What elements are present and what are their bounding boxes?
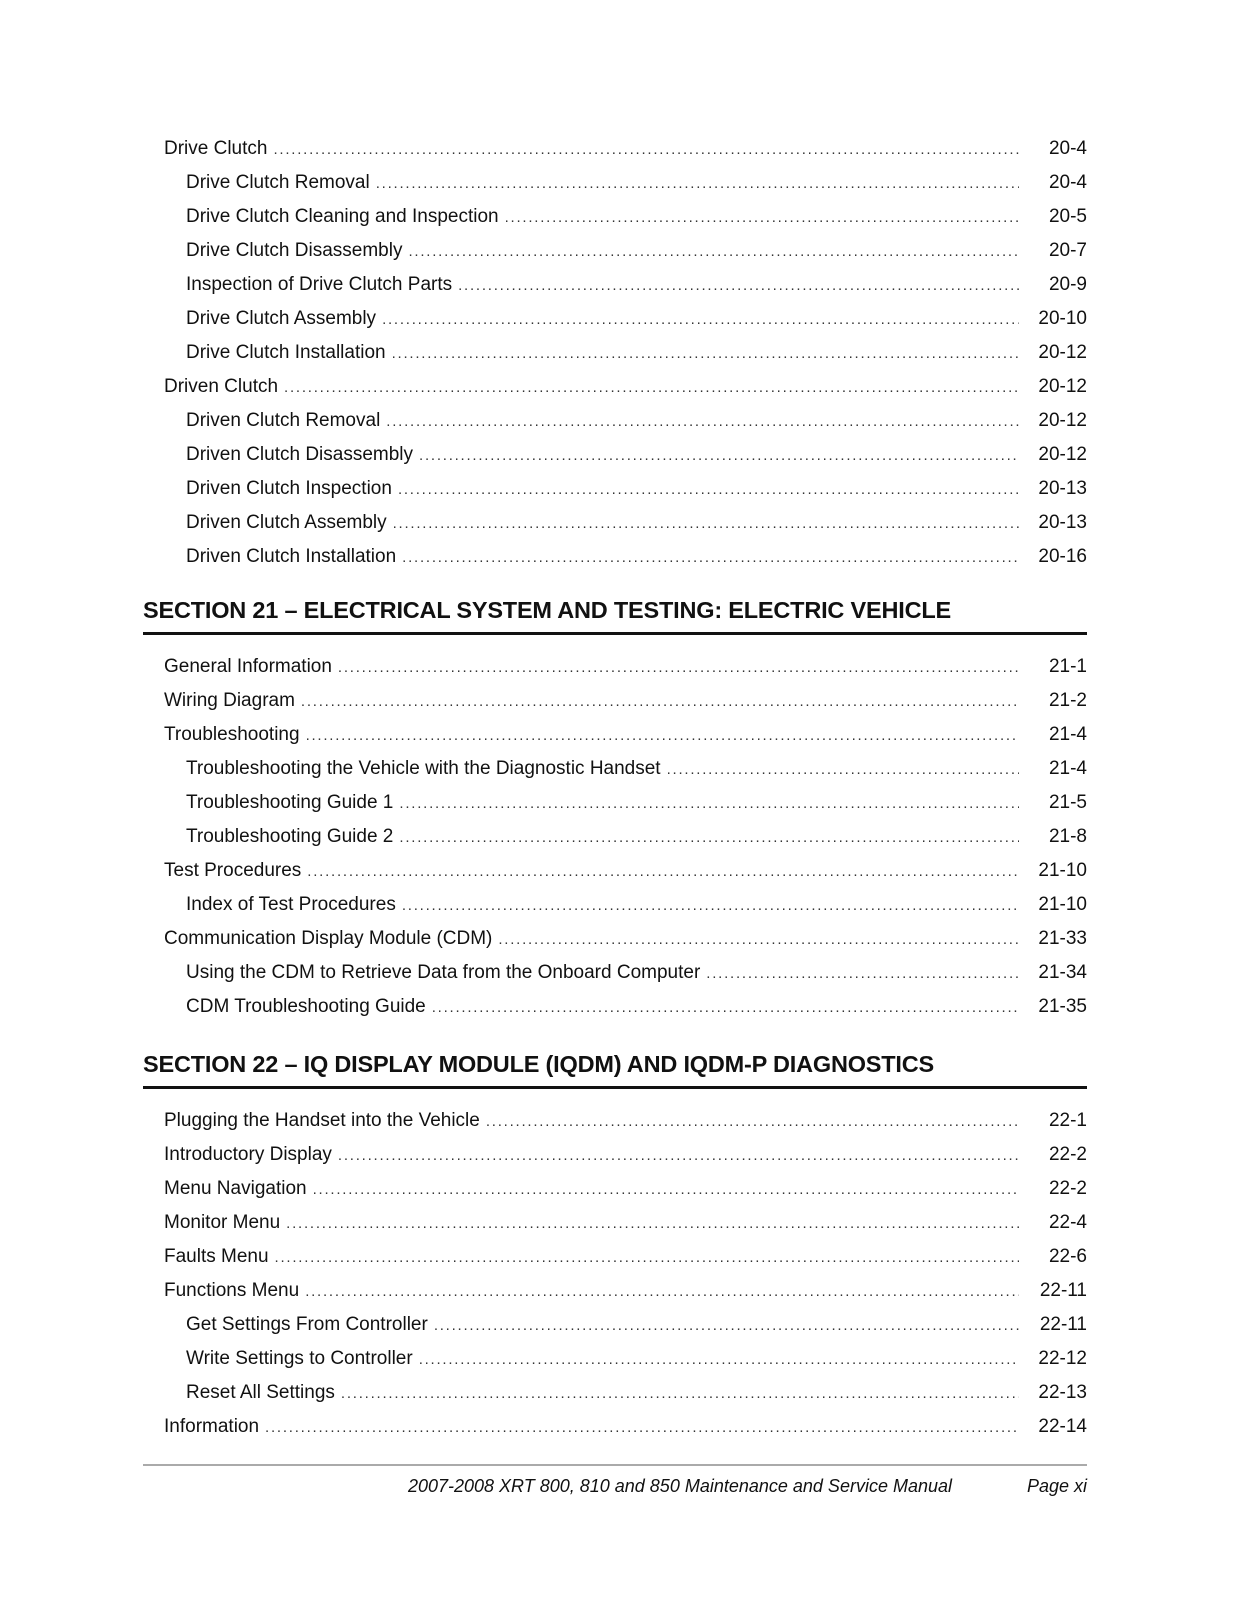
toc-entry[interactable] [143, 786, 1087, 820]
toc-entry-page: 20-10 [1038, 308, 1087, 329]
toc-entry[interactable] [143, 370, 1087, 404]
toc-entry-title: Reset All Settings [186, 1382, 335, 1403]
toc-entry[interactable] [143, 990, 1087, 1024]
toc-entry-page: 22-13 [1038, 1382, 1087, 1403]
toc-entry-page: 20-9 [1048, 274, 1087, 295]
toc-entry-page: 22-1 [1048, 1110, 1087, 1131]
toc-entry[interactable] [143, 1172, 1087, 1206]
toc-entry[interactable] [143, 922, 1087, 956]
toc-entry[interactable] [143, 268, 1087, 302]
toc-entry-page: 22-4 [1048, 1212, 1087, 1233]
dot-leader [419, 439, 1019, 473]
toc-entry-page: 21-34 [1038, 962, 1087, 983]
dot-leader [505, 201, 1019, 235]
toc-entry[interactable] [143, 1410, 1087, 1444]
toc-entry-title: Driven Clutch Disassembly [186, 444, 414, 465]
toc-entry[interactable] [143, 472, 1087, 506]
toc-entry[interactable] [143, 1308, 1087, 1342]
dot-leader [338, 1139, 1019, 1173]
dot-leader [486, 1105, 1019, 1139]
toc-entry[interactable] [143, 506, 1087, 540]
dot-leader [434, 1309, 1019, 1343]
toc-entry[interactable] [143, 1240, 1087, 1274]
toc-entry-title: Drive Clutch Disassembly [186, 240, 403, 261]
dot-leader [419, 1343, 1019, 1377]
toc-entry-page: 21-10 [1038, 860, 1087, 881]
section-22 [143, 1051, 1087, 1444]
dot-leader [265, 1411, 1019, 1445]
toc-entry-title: Drive Clutch Assembly [186, 308, 377, 329]
toc-entry-page: 20-12 [1038, 376, 1087, 397]
section-21 [143, 597, 1087, 1024]
dot-leader [399, 821, 1019, 855]
toc-entry-page: 21-33 [1038, 928, 1087, 949]
dot-leader [402, 889, 1019, 923]
toc-entry-title: Drive Clutch Cleaning and Inspection [186, 206, 499, 227]
dot-leader [286, 1207, 1019, 1241]
toc-entry[interactable] [143, 1138, 1087, 1172]
page-footer [143, 1476, 1087, 1502]
toc-entry-page: 22-14 [1038, 1416, 1087, 1437]
toc-entry-page: 21-1 [1048, 656, 1087, 677]
toc-entry-page: 20-7 [1048, 240, 1087, 261]
dot-leader [338, 651, 1019, 685]
toc-entry-page: 22-12 [1038, 1348, 1087, 1369]
toc-entry-page: 21-4 [1048, 758, 1087, 779]
dot-leader [402, 541, 1019, 575]
toc-entry[interactable] [143, 1206, 1087, 1240]
toc-entry-title: Information [164, 1416, 260, 1437]
toc-entry-title: Driven Clutch Inspection [186, 478, 392, 499]
toc-entry-page: 22-11 [1039, 1314, 1087, 1335]
toc-entry[interactable] [143, 438, 1087, 472]
toc-entry[interactable] [143, 718, 1087, 752]
toc-entry[interactable] [143, 854, 1087, 888]
toc-entry-page: 21-5 [1048, 792, 1087, 813]
toc-entry-title: Wiring Diagram [164, 690, 295, 711]
section-heading: SECTION 21 – ELECTRICAL SYSTEM AND TESTING: ELECTRIC VEHICLE [143, 597, 1087, 635]
toc-list-section-22 [143, 1104, 1087, 1444]
dot-leader [376, 167, 1019, 201]
footer-manual-title: 2007-2008 XRT 800, 810 and 850 Maintenance and Service Manual [407, 1476, 952, 1496]
dot-leader [305, 1275, 1019, 1309]
toc-entry-page: 21-8 [1048, 826, 1087, 847]
dot-leader [275, 1241, 1019, 1275]
dot-leader [393, 507, 1019, 541]
dot-leader [498, 923, 1019, 957]
toc-entry[interactable] [143, 132, 1087, 166]
toc-entry-title: Faults Menu [164, 1246, 269, 1267]
toc-entry-title: Introductory Display [164, 1144, 332, 1165]
toc-entry[interactable] [143, 1342, 1087, 1376]
toc-entry-page: 20-12 [1038, 342, 1087, 363]
toc-entry-title: Drive Clutch Removal [186, 172, 370, 193]
toc-entry-title: Write Settings to Controller [186, 1348, 413, 1369]
dot-leader [399, 787, 1019, 821]
toc-entry-title: Troubleshooting Guide 2 [186, 826, 394, 847]
toc-entry-title: Troubleshooting [164, 724, 300, 745]
toc-entry-title: Using the CDM to Retrieve Data from the Onboard Computer [186, 962, 701, 983]
toc-entry-title: Troubleshooting Guide 1 [186, 792, 394, 813]
footer-page-number: Page xi [1026, 1476, 1087, 1496]
dot-leader [273, 133, 1019, 167]
toc-entry-title: General Information [164, 656, 332, 677]
toc-entry[interactable] [143, 650, 1087, 684]
toc-entry-page: 20-16 [1038, 546, 1087, 567]
toc-entry-page: 22-2 [1048, 1178, 1087, 1199]
toc-entry-title: Drive Clutch Installation [186, 342, 386, 363]
toc-entry-title: Monitor Menu [164, 1212, 281, 1233]
toc-list-top [143, 132, 1087, 574]
toc-entry[interactable] [143, 234, 1087, 268]
toc-entry-title: Functions Menu [164, 1280, 300, 1301]
toc-entry[interactable] [143, 1376, 1087, 1410]
toc-entry-title: Get Settings From Controller [186, 1314, 428, 1335]
toc-entry[interactable] [143, 888, 1087, 922]
toc-entry-page: 20-4 [1048, 172, 1087, 193]
dot-leader [382, 303, 1019, 337]
section-heading: SECTION 22 – IQ DISPLAY MODULE (IQDM) AND IQDM-P DIAGNOSTICS [143, 1051, 1087, 1089]
toc-entry-page: 20-5 [1048, 206, 1087, 227]
toc-entry-title: Inspection of Drive Clutch Parts [186, 274, 453, 295]
toc-entry[interactable] [143, 200, 1087, 234]
toc-entry[interactable] [143, 302, 1087, 336]
footer-divider [143, 1464, 1087, 1466]
toc-entry-page: 20-13 [1038, 512, 1087, 533]
toc-entry-title: Communication Display Module (CDM) [164, 928, 493, 949]
toc-entry[interactable] [143, 1104, 1087, 1138]
toc-entry-page: 20-4 [1048, 138, 1087, 159]
dot-leader [306, 719, 1019, 753]
toc-entry-page: 21-35 [1038, 996, 1087, 1017]
toc-entry-title: Test Procedures [164, 860, 302, 881]
dot-leader [458, 269, 1019, 303]
toc-entry[interactable] [143, 336, 1087, 370]
dot-leader [392, 337, 1019, 371]
dot-leader [398, 473, 1019, 507]
dot-leader [432, 991, 1019, 1025]
dot-leader [301, 685, 1019, 719]
toc-entry[interactable] [143, 404, 1087, 438]
toc-entry-title: Troubleshooting the Vehicle with the Diagnostic Handset [186, 758, 661, 779]
toc-list-section-21 [143, 650, 1087, 1024]
toc-entry-title: Menu Navigation [164, 1178, 307, 1199]
toc-entry-page: 21-2 [1048, 690, 1087, 711]
toc-entry-title: Drive Clutch [164, 138, 268, 159]
toc-entry-title: Driven Clutch [164, 376, 279, 397]
toc-entry-page: 21-4 [1048, 724, 1087, 745]
toc-entry[interactable] [143, 1274, 1087, 1308]
toc-entry-page: 20-12 [1038, 444, 1087, 465]
toc-entry[interactable] [143, 684, 1087, 718]
toc-entry-title: Index of Test Procedures [186, 894, 396, 915]
dot-leader [307, 855, 1019, 889]
dot-leader [667, 753, 1019, 787]
toc-entry[interactable] [143, 540, 1087, 574]
toc-entry-page: 20-13 [1038, 478, 1087, 499]
toc-entry-title: Driven Clutch Assembly [186, 512, 387, 533]
toc-entry-title: Plugging the Handset into the Vehicle [164, 1110, 480, 1131]
toc-entry-page: 22-6 [1048, 1246, 1087, 1267]
toc-entry-page: 21-10 [1038, 894, 1087, 915]
toc-entry-title: CDM Troubleshooting Guide [186, 996, 426, 1017]
dot-leader [386, 405, 1019, 439]
toc-entry[interactable] [143, 752, 1087, 786]
dot-leader [313, 1173, 1019, 1207]
dot-leader [706, 957, 1019, 991]
dot-leader [341, 1377, 1019, 1411]
toc-entry-page: 20-12 [1038, 410, 1087, 431]
toc-entry-title: Driven Clutch Removal [186, 410, 381, 431]
toc-entry[interactable] [143, 820, 1087, 854]
toc-entry[interactable] [143, 166, 1087, 200]
toc-entry-page: 22-11 [1039, 1280, 1087, 1301]
toc-entry[interactable] [143, 956, 1087, 990]
dot-leader [284, 371, 1019, 405]
toc-entry-page: 22-2 [1048, 1144, 1087, 1165]
toc-entry-title: Driven Clutch Installation [186, 546, 397, 567]
dot-leader [408, 235, 1019, 269]
